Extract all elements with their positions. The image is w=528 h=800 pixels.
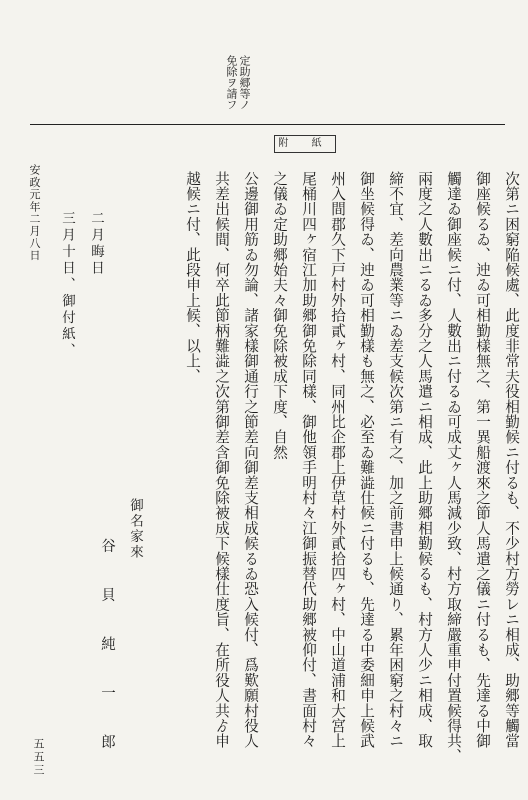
side-date-line-1: 二月晦日 — [88, 211, 104, 277]
side-date-line-2: 三月十日、御付紙、 — [59, 211, 75, 360]
body-line-9: 之儀ゐ定助郷始夫々御免除被成下度、自然 — [271, 171, 288, 460]
body-line-2: 御座候るゐ、迚ゐ可相勤樣無之、第一異船渡來之節人馬遣之儀ニ付るも、先達る中御 — [474, 171, 491, 749]
body-line-7: 州入間郡久下戸村外拾貳ヶ村、同州比企郡上伊草村外貳拾四ヶ村、中山道浦和大宮上 — [329, 171, 346, 749]
body-line-6: 御坐候得ゐ、迚ゐ可相勤樣も無之、必至ゐ難澁仕候ニ付るも、先達る中委細申上候武 — [358, 171, 375, 749]
header-rule — [30, 124, 505, 125]
page-number: 五五三 — [32, 738, 45, 777]
body-line-3: 觸達ゐ御座候ニ付、人數出ニ付るゐ可成丈ヶ人馬減少致、村方取締嚴重申付置候得共、 — [445, 171, 462, 764]
body-line-11: 共差出候間、何卒此節柄難澁之次第御差含御免除被成下候樣仕度旨、在所役人共ゟ申 — [213, 171, 230, 749]
margin-note-line-2: 免除ヲ請フ — [225, 55, 238, 110]
body-line-10: 公邊御用筋ゐ勿論、諸家樣御通行之節差向御差支相成候るゐ恐入候付、爲歎願村役人 — [242, 171, 259, 749]
body-line-4: 兩度之人數出ニるゐ多分之人馬遣ニ相成、此上助郷相勤候るも、村方人少ニ相成、取 — [416, 171, 433, 749]
body-line-12: 越候ニ付、此段申上候、以上、 — [184, 171, 201, 384]
margin-note-line-1: 定助郷等ノ — [238, 55, 251, 110]
section-label: 附 紙 — [274, 135, 336, 153]
signature-title: 御名家來 — [127, 498, 143, 560]
body-line-5: 締不宜、差向農業等ニゐ差支候次第ニ有之、加之前書申上候通り、累年困窮之村々ニ — [387, 171, 404, 749]
body-line-1: 次第ニ困窮陥候處、此度非常夫役相勤候ニ付るも、不少村方勞レニ相成、助郷等觸當 — [503, 171, 520, 749]
body-line-8: 尾桶川四ヶ宿江加助郷御免除同樣、御他領手明村々江御振替代助郷被仰付、書面村々 — [300, 171, 317, 749]
date-note: 安政元年二月八日 — [28, 164, 41, 262]
signature-name: 谷 貝 純 一 郎 — [99, 538, 115, 764]
